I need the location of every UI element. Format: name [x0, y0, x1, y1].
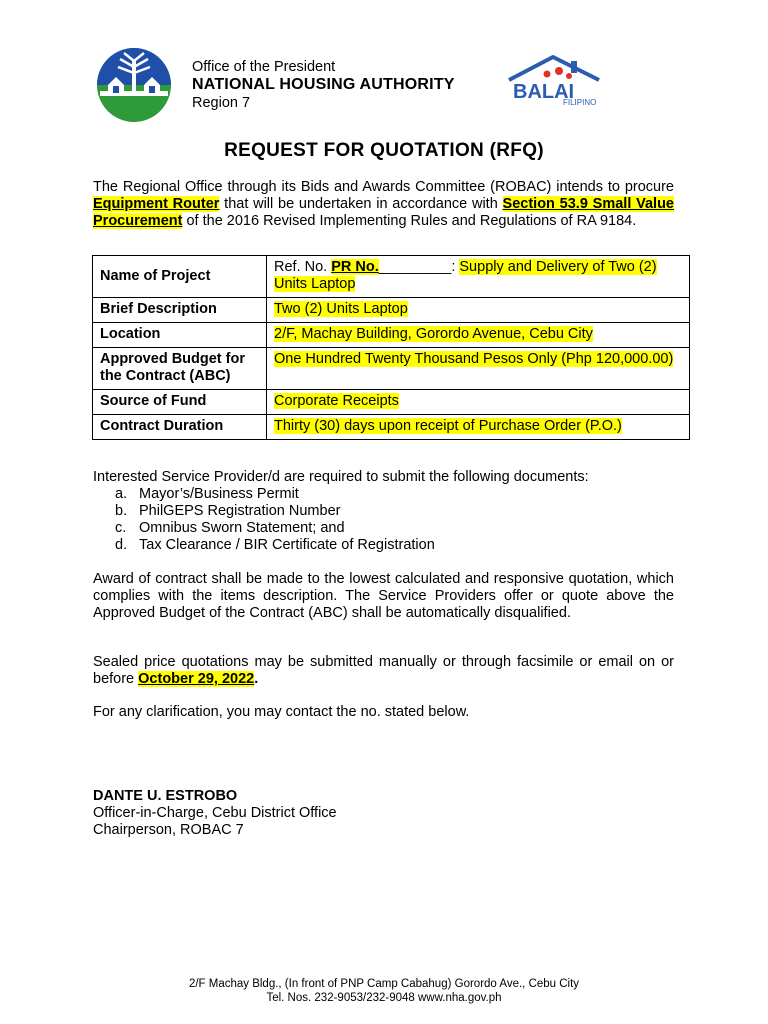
brief-value: Two (2) Units Laptop: [274, 301, 408, 317]
document-title: REQUEST FOR QUOTATION (RFQ): [224, 140, 544, 161]
page-footer: [0, 977, 768, 1005]
duration-cell: [267, 415, 690, 440]
agency-name: NATIONAL HOUSING AUTHORITY: [192, 76, 455, 93]
location-cell: [267, 323, 690, 348]
requirements-list: [93, 486, 589, 554]
list-item: [93, 486, 589, 503]
intro-text-2: that will be undertaken in accordance with: [219, 196, 503, 212]
duration-value: Thirty (30) days upon receipt of Purchase Order (P.O.): [274, 418, 622, 434]
submission-deadline: October 29, 2022: [138, 671, 255, 687]
list-marker: d.: [115, 537, 128, 553]
balai-logo-text: BALAI: [513, 81, 575, 103]
list-text: Tax Clearance / BIR Certificate of Registration: [139, 537, 435, 553]
fund-cell: [267, 390, 690, 415]
agency-header: [192, 58, 455, 112]
list-item: [93, 537, 589, 554]
fund-label: Source of Fund: [93, 390, 267, 415]
balai-filipino-logo: [503, 54, 603, 108]
procurement-section: Section 53.9 Small Value Procurement: [93, 196, 674, 229]
intro-paragraph: [93, 179, 674, 230]
signatory-position: Officer-in-Charge, Cebu District Office: [93, 805, 337, 821]
list-marker: b.: [115, 503, 128, 519]
table-row: [93, 323, 690, 348]
clarification-note: For any clarification, you may contact the no. stated below.: [93, 704, 470, 720]
project-value: Supply and Delivery of Two (2) Units Laptop: [274, 259, 657, 292]
balai-logo-subtext: FILIPINO: [563, 98, 597, 107]
office-line: Office of the President: [192, 59, 336, 75]
signatory-role: Chairperson, ROBAC 7: [93, 822, 244, 838]
submission-text: Sealed price quotations may be submitted manually or through facsimile or email on or before: [93, 654, 674, 687]
ref-colon: :: [451, 259, 460, 275]
signatory-block: [93, 788, 337, 839]
ref-prefix: Ref. No.: [274, 259, 332, 275]
table-row: [93, 348, 690, 390]
abc-value: One Hundred Twenty Thousand Pesos Only (Php 120,000.00): [274, 351, 674, 367]
pr-no: PR No.: [331, 259, 379, 275]
brief-label: Brief Description: [93, 298, 267, 323]
abc-label: Approved Budget for the Contract (ABC): [93, 348, 267, 390]
award-paragraph: Award of contract shall be made to the lowest calculated and responsive quotation, which complies with the items description. The Service Providers offer or quote above the Approved Budget of the Contract (ABC) shall be automatically disqualified.: [93, 571, 674, 621]
table-row: [93, 298, 690, 323]
list-text: PhilGEPS Registration Number: [139, 503, 341, 519]
abc-cell: [267, 348, 690, 390]
footer-address: 2/F Machay Bldg., (In front of PNP Camp Cabahug) Gorordo Ave., Cebu City: [188, 978, 580, 990]
project-label: Name of Project: [93, 256, 267, 298]
list-text: Mayor’s/Business Permit: [139, 486, 299, 502]
rfq-details-table: [92, 255, 690, 440]
table-row: [93, 390, 690, 415]
project-cell: [267, 256, 690, 298]
submission-end: .: [254, 671, 259, 687]
list-item: [93, 520, 589, 537]
list-marker: a.: [115, 486, 128, 502]
procurement-item: Equipment Router: [93, 196, 220, 212]
brief-cell: [267, 298, 690, 323]
signatory-name: DANTE U. ESTROBO: [93, 788, 238, 804]
requirements-intro: Interested Service Provider/d are required to submit the following documents:: [93, 469, 589, 485]
submission-paragraph: [93, 654, 674, 688]
intro-text-1: The Regional Office through its Bids and Awards Committee (ROBAC) intends to procure: [93, 179, 674, 195]
intro-text-3: of the 2016 Revised Implementing Rules and Regulations of RA 9184.: [182, 213, 637, 229]
list-marker: c.: [115, 520, 127, 536]
table-row: [93, 415, 690, 440]
footer-contact: Tel. Nos. 232-9053/232-9048 www.nha.gov.ph: [266, 992, 502, 1004]
region-line: Region 7: [192, 95, 251, 111]
table-row: [93, 256, 690, 298]
location-value: 2/F, Machay Building, Gorordo Avenue, Cebu City: [274, 326, 593, 342]
requirements-section: [93, 469, 589, 554]
nha-logo: [96, 47, 172, 123]
list-item: [93, 503, 589, 520]
list-text: Omnibus Sworn Statement; and: [139, 520, 345, 536]
ref-blank: _________: [378, 259, 452, 275]
location-label: Location: [93, 323, 267, 348]
duration-label: Contract Duration: [93, 415, 267, 440]
fund-value: Corporate Receipts: [274, 393, 399, 409]
